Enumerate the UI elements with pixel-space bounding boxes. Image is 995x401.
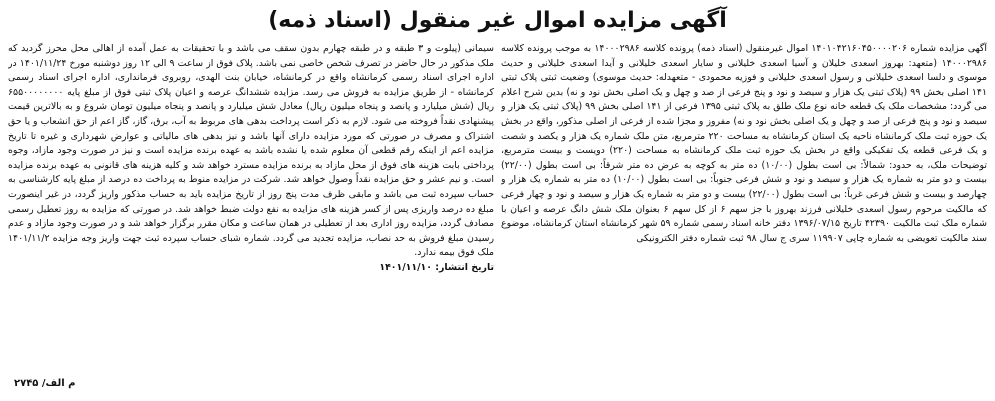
notice-column-right	[501, 42, 987, 394]
notice-title: آگهی مزایده اموال غیر منقول (اسناد ذمه)	[268, 8, 727, 33]
notice-column-left	[8, 42, 494, 394]
notice-body-left: سیمانی (پیلوت و ۳ طبقه و در طبقه چهارم بدون سقف می باشد و با تحقیقات به عمل آمده از اهالی محل محرز گردید که ملک مذکور در حال حاضر در تصرف شخص خاصی نمی باشد. پلاک فوق از ساعت ۹ الی ۱۲ روز دوشنبه مورخ ۱۴۰۱/۱۱/۲۴ در اداره اجرای اسناد رسمی کرمانشاه واقع در کرمانشاه، خیابان بنت الهدی، روبروی فرمانداری، اداره اجرای اسناد رسمی کرمانشاه - از طریق مزایده به فروش می رسد. مزایده ششدانگ عرصه و اعیان پلاک ثبتی فوق از مبلغ پایه ۶۵۵۰۰۰۰۰۰۰۰ ریال (شش میلیارد و پانصد و پنجاه میلیون ریال) معادل شش میلیارد و پانصد و پنجاه میلیون تومان شروع و به بالاترین قیمت پیشنهادی نقداً فروخته می شود. لازم به ذکر است پرداخت بدهی های مربوط به آب، برق، گاز، گاز اعم از حق انشعاب و یا حق اشتراک و مصرف در صورتی که مورد مزایده دارای آنها باشد و نیز بدهی های مالیاتی و عوارض شهرداری و غیره تا تاریخ مزایده اعم از اینکه رقم قطعی آن معلوم شده یا نشده باشد به عهده برنده مزایده است و نیز در صورت وجود مازاد، وجوه پرداختی بابت هزینه های فوق از محل مازاد به برنده مزایده مسترد خواهد شد و کلیه هزینه های قانونی به عهده برنده مزایده است. و نیم عشر و حق مزایده نقداً وصول خواهد شد. شرکت در مزایده منوط به پرداخت ده درصد از مبلغ پایه کارشناسی به حساب سپرده ثبت می باشد و مابقی ظرف مدت پنج روز از تاریخ مزایده باید به حساب مذکور واریز گردد، در غیر اینصورت مبلغ ده درصد واریزی پس از کسر هزینه های مزایده به نفع دولت ضبط خواهد شد. در صورتی که مزایده به روز تعطیل رسمی مصادف گردد، مزایده روز اداری بعد از تعطیلی در همان ساعت و مکان مقرر برگزار خواهد شد و در صورت وجود مازاد و عدم رسیدن مبلغ فروش به حد نصاب، مزایده تجدید می گردد. شماره شبای حساب سپرده ثبت جهت واریز وجه مزایده ۱۴۰۱/۱۱/۲ ملک فوق بیمه ندارد.	[8, 43, 494, 259]
notice-body-right: آگهی مزایده شماره ۱۴۰۱۰۴۲۱۶۰۴۵۰۰۰۰۲۰۶ اموال غیرمنقول (اسناد ذمه) پرونده کلاسه ۱۴۰۰۰۲۹۸۶ به موجب پرونده کلاسه ۱۴۰۰۰۲۹۸۶ (متعهد: بهروز اسعدی خلیلان و آسیا اسعدی خلیلانی و سایار اسعدی خلیلانی و آیدا اسعدی خلیلانی و حدیث موسوی و دلسا اسعدی خلیلانی و رسول اسعدی خلیلانی و فوزیه محمودی - متعهدله: حدیث موسوی) وضعیت ثبتی پلاک ثبتی ۱۴۱ اصلی بخش ۹۹ (پلاک ثبتی یک هزار و سیصد و نود و پنج فرعی از صد و چهل و یک اصلی بخش نود و نه) بدین شرح اعلام می گردد: مشخصات ملک یک قطعه خانه نوع ملک طلق به پلاک ثبتی ۱۳۹۵ فرعی از ۱۴۱ اصلی بخش ۹۹ (پلاک ثبتی یک هزار و سیصد و نود و پنج فرعی از صد و چهل و یک اصلی بخش نود و نه) مفروز و مجزا شده از فرعی از اصلی مذکور، واقع در بخش یک حوزه ثبت ملک کرمانشاه ناحیه یک استان کرمانشاه به مساحت ۲۲۰ مترمربع، متن ملک شماره یک هزار و یکصد و شصت و یک فرعی قطعه یک تفکیکی واقع در بخش یک حوزه ثبت ملک کرمانشاه به مساحت (۲۲۰) دویست و بیست مترمربع، توضیحات ملک، به حدود: شمالاً: بی است بطول (۱۰/۰۰) ده متر به کوچه به عرض ده متر شرقاً: بی است بطول (۲۲/۰۰) بیست و دو متر به شماره یک هزار و سیصد و نود و شش فرعی جنوباً: بی است بطول (۱۰/۰۰) ده متر به شماره یک هزار و چهارصد و بیست و شش فرعی غرباً: بی است بطول (۲۲/۰۰) بیست و دو متر به شماره یک هزار و سیصد و نود و چهار فرعی که مالکیت مرحوم رسول اسعدی خلیلانی فرزند بهروز با جز سهم ۶ از کل سهم ۶ بعنوان ملک شش دانگ عرصه و اعیان با شماره ملک ثبت مالکیت ۴۲۳۹۰ تاریخ ۱۳۹۶/۰۷/۱۵ دفتر خانه اسناد رسمی شماره ۵۹ شهر کرمانشاه استان کرمانشاه، موضوع سند مالکیت تعویضی به شماره چاپی ۱۱۹۹۰۷ سری ج سال ۹۸ ثبت شماره دفتر الکترونیکی	[501, 43, 987, 244]
notice-columns	[8, 42, 987, 394]
publication-date: تاریخ انتشار: ۱۴۰۱/۱۱/۱۰	[379, 261, 494, 273]
reference-number: م الف/ ۲۷۴۵	[14, 378, 76, 390]
